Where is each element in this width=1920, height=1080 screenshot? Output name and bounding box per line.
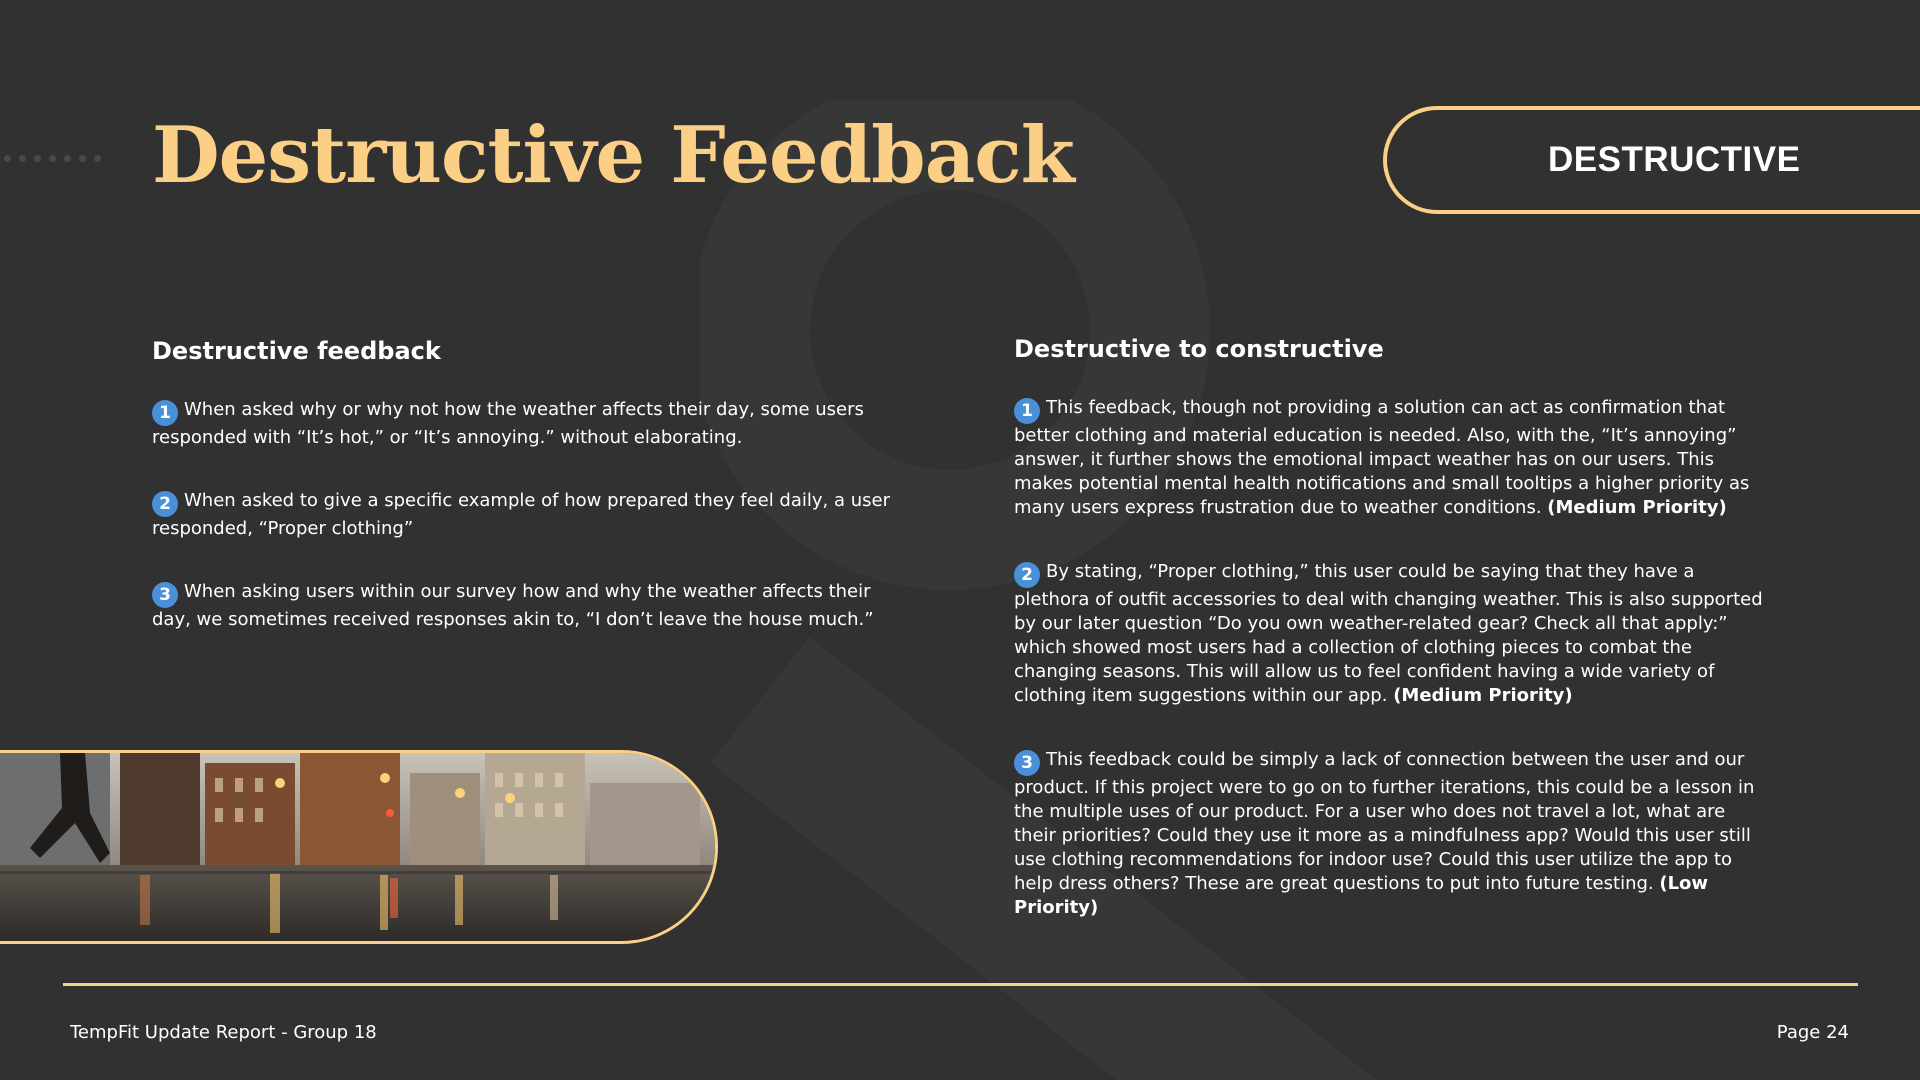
rainy-street-photo xyxy=(0,750,718,944)
priority-label: (Low Priority) xyxy=(1014,873,1709,918)
right-item-2-text: By stating, “Proper clothing,” this user could be saying that they have a plethora of outfit accessories to deal with changing weather. This is also supported by our later question “Do you own weather-related gear? Check all that apply:” which showed most users had a collection of clothing pieces to combat the changing seasons. This will allow us to feel confident having a wide variety of clothing item suggestions within our app. xyxy=(1014,561,1763,706)
section-badge-label: DESTRUCTIVE xyxy=(1548,140,1801,179)
number-badge-2: 2 xyxy=(152,491,178,517)
right-item-1-text: This feedback, though not providing a solution can act as confirmation that better clothing and material education is needed. Also, with the, “It’s annoying” answer, it further shows the emotional impact weather has on our users. This makes potential mental health notifications and small tooltips a higher priority as many users express frustration due to weather conditions. xyxy=(1014,397,1750,518)
priority-label: (Medium Priority) xyxy=(1547,497,1727,518)
page-title: Destructive Feedback xyxy=(152,110,1074,201)
decorative-dots xyxy=(4,155,101,162)
left-item-1 xyxy=(152,398,892,450)
left-item-2-text: When asked to give a specific example of how prepared they feel daily, a user responded, “Proper clothing” xyxy=(152,490,890,539)
number-badge-3: 3 xyxy=(1014,750,1040,776)
right-item-3 xyxy=(1014,748,1764,920)
number-badge-1: 1 xyxy=(152,400,178,426)
section-badge xyxy=(1383,106,1920,214)
right-column-heading: Destructive to constructive xyxy=(1014,335,1384,363)
footer-report-title: TempFit Update Report - Group 18 xyxy=(70,1022,377,1043)
right-item-3-text: This feedback could be simply a lack of connection between the user and our product. If this project were to go on to further iterations, this could be a lesson in the multiple uses of our product. For a user who does not travel a lot, what are their priorities? Could they use it more as a mindfulness app? Would this user still use clothing recommendations for indoor use? Could this user utilize the app to help dress others? These are great questions to put into future testing. xyxy=(1014,749,1755,894)
left-item-1-text: When asked why or why not how the weather affects their day, some users responded with “It’s hot,” or “It’s annoying.” without elaborating. xyxy=(152,399,864,448)
left-item-2 xyxy=(152,489,892,541)
left-item-3 xyxy=(152,580,892,632)
priority-label: (Medium Priority) xyxy=(1393,685,1573,706)
left-item-3-text: When asking users within our survey how and why the weather affects their day, we sometimes received responses akin to, “I don’t leave the house much.” xyxy=(152,581,874,630)
footer-divider xyxy=(63,983,1858,986)
right-item-1 xyxy=(1014,396,1764,520)
right-item-2 xyxy=(1014,560,1764,708)
number-badge-3: 3 xyxy=(152,582,178,608)
number-badge-2: 2 xyxy=(1014,562,1040,588)
rainy-street-illustration xyxy=(0,753,718,944)
left-column-heading: Destructive feedback xyxy=(152,337,441,365)
number-badge-1: 1 xyxy=(1014,398,1040,424)
page-number: Page 24 xyxy=(1776,1022,1849,1043)
